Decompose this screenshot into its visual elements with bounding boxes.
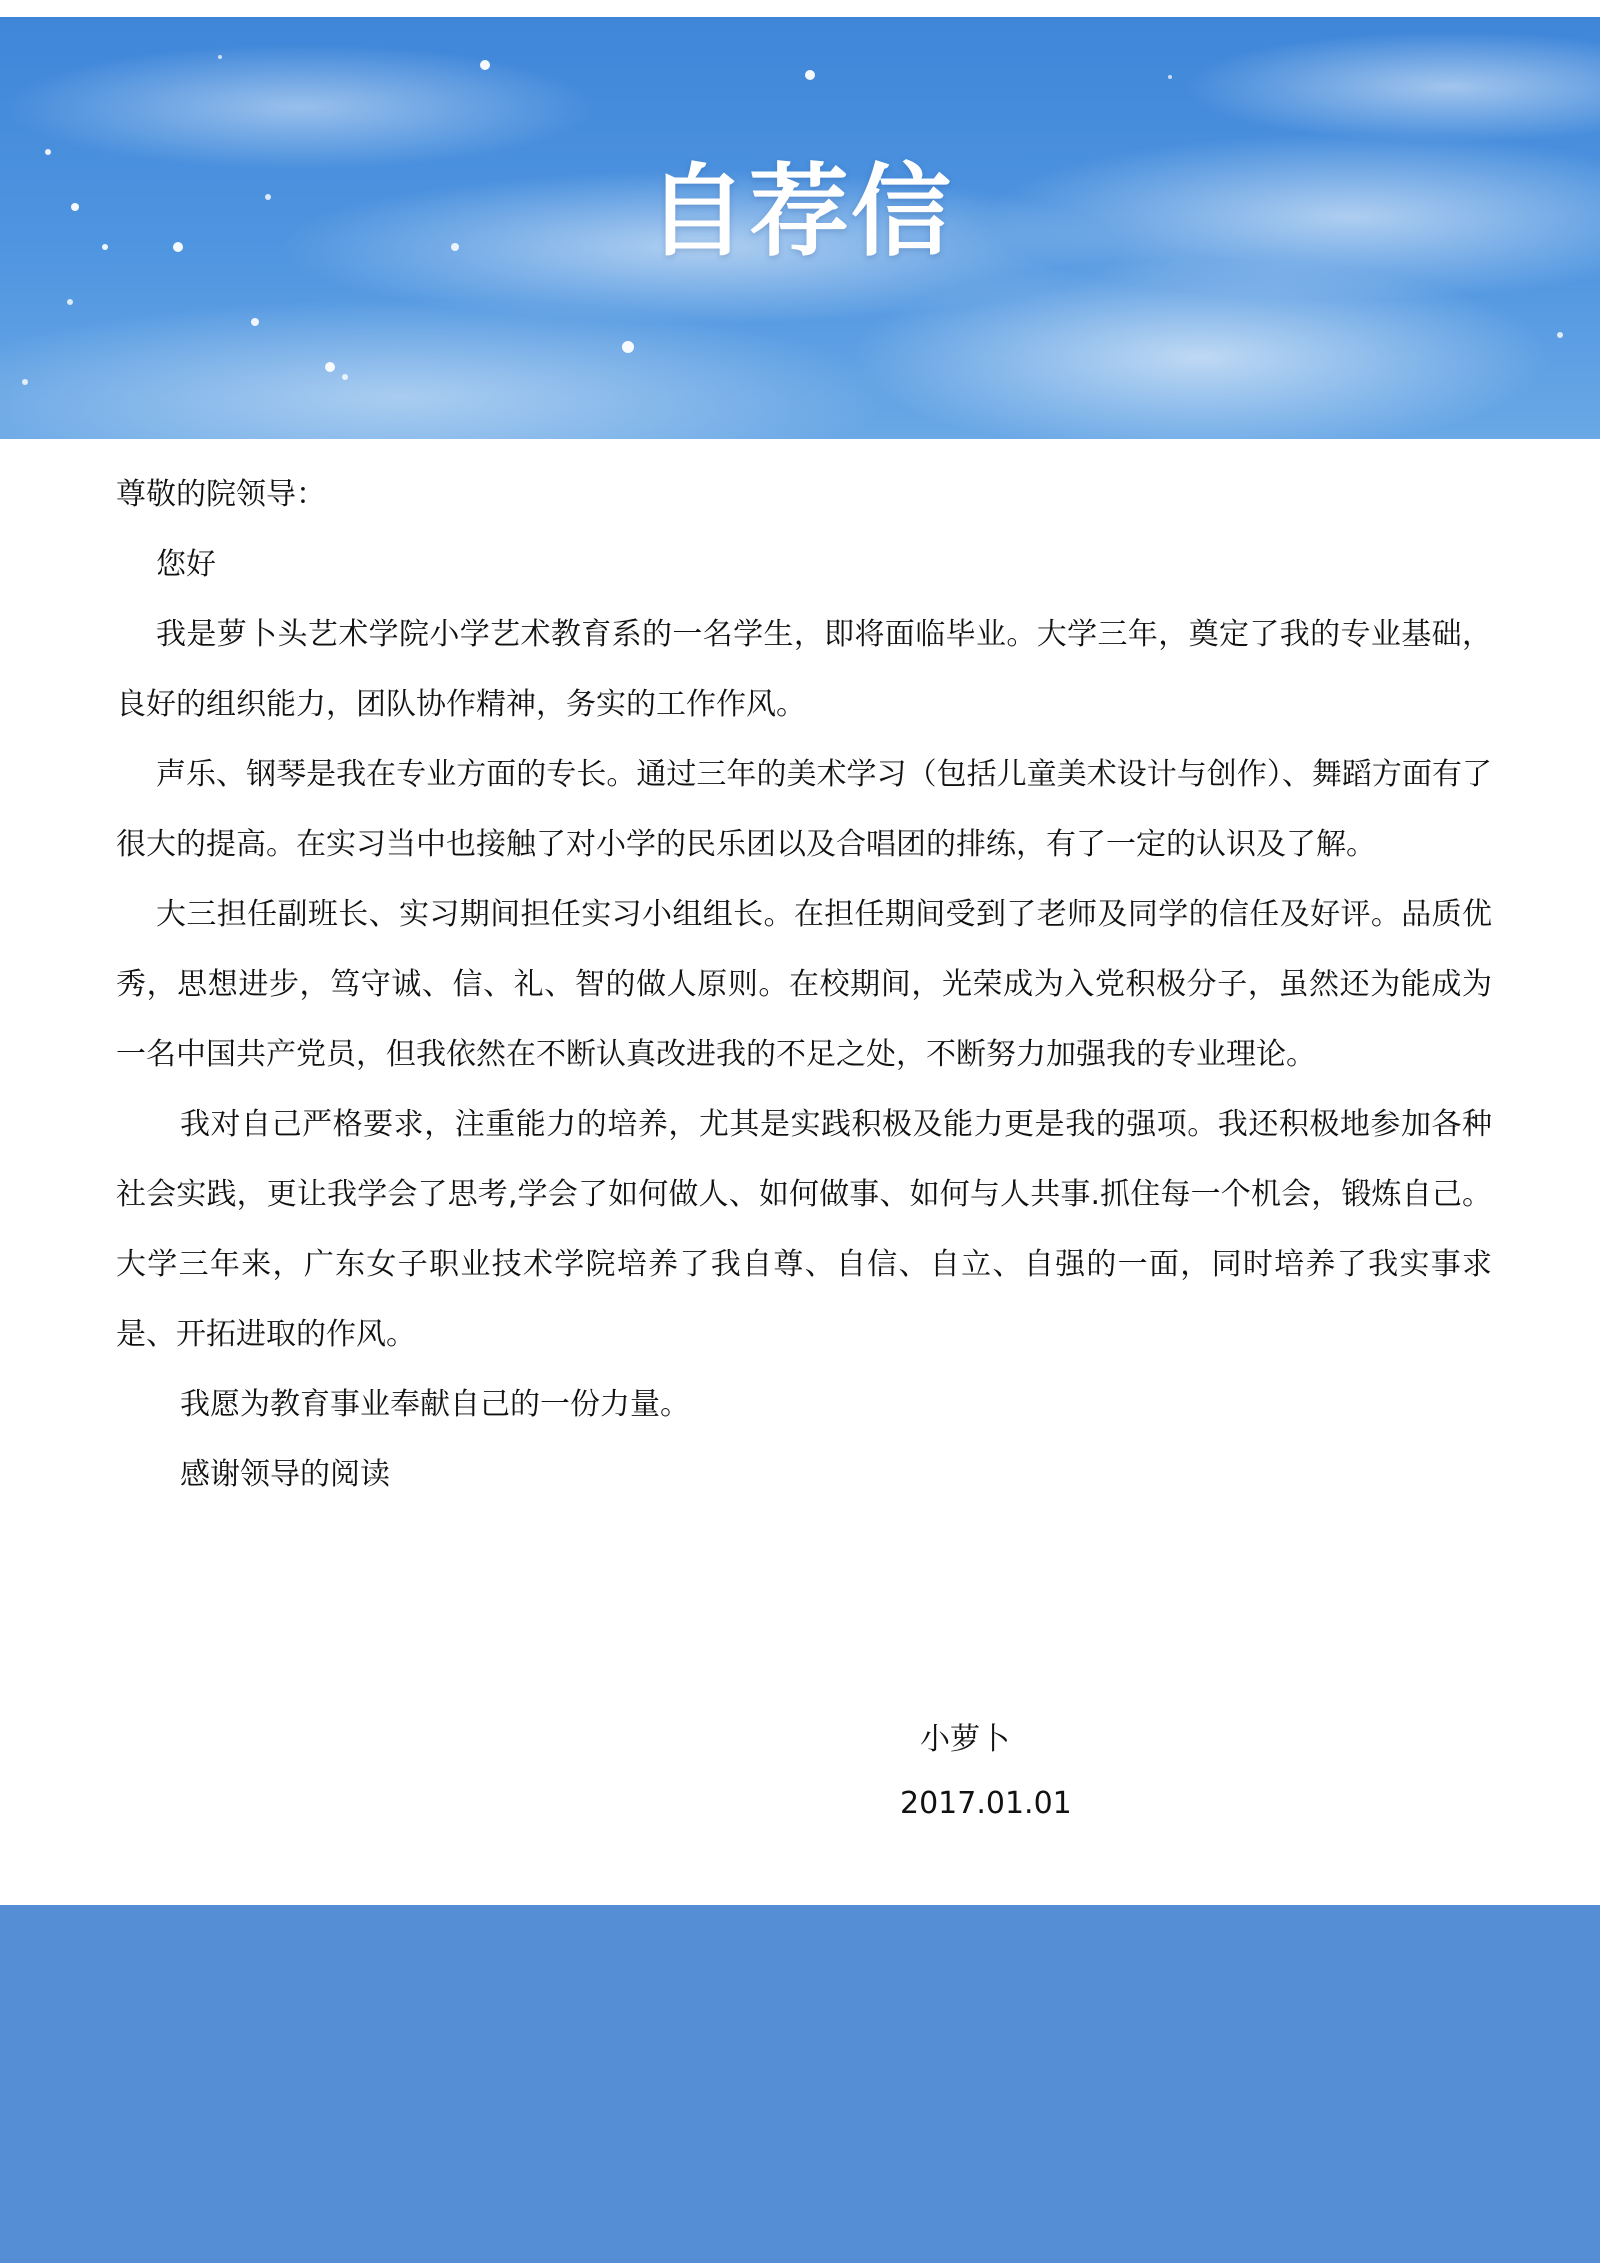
page-title: 自荐信 [647, 153, 953, 270]
letter-paragraph-skills: 声乐、钢琴是我在专业方面的专长。通过三年的美术学习（包括儿童美术设计与创作）、舞蹈方面有了很大的提高。在实习当中也接触了对小学的民乐团以及合唱团的排练，有了一定的认识及了解。 [116, 757, 1492, 862]
signature-date: 2017.01.01 [900, 1786, 1072, 1821]
letter-greeting: 您好 [156, 547, 216, 582]
letter-paragraph-wish: 我愿为教育事业奉献自己的一份力量。 [180, 1387, 690, 1422]
letter-signature [800, 1708, 1180, 1836]
letter-paragraph-intro: 我是萝卜头艺术学院小学艺术教育系的一名学生，即将面临毕业。大学三年，奠定了我的专业基础，良好的组织能力，团队协作精神，务实的工作作风。 [116, 617, 1492, 722]
letter-salutation: 尊敬的院领导： [116, 477, 326, 512]
sky-banner [0, 17, 1600, 439]
letter-paragraph-leadership: 大三担任副班长、实习期间担任实习小组组长。在担任期间受到了老师及同学的信任及好评。品质优秀，思想进步，笃守诚、信、礼、智的做人原则。在校期间，光荣成为入党积极分子，虽然还为能成为一名中国共产党员，但我依然在不断认真改进我的不足之处，不断努力加强我的专业理论。 [116, 897, 1492, 1072]
letter-paragraph-thanks: 感谢领导的阅读 [180, 1457, 390, 1492]
letter-paragraph-practice: 我对自己严格要求，注重能力的培养，尤其是实践积极及能力更是我的强项。我还积极地参加各种社会实践，更让我学会了思考,学会了如何做人、如何做事、如何与人共事.抓住每一个机会，锻炼自己。大学三年来，广东女子职业技术学院培养了我自尊、自信、自立、自强的一面，同时培养了我实事求是、开拓进取的作风。 [116, 1107, 1492, 1352]
footer-band [0, 1905, 1600, 2263]
signature-name: 小萝卜 [920, 1722, 1010, 1757]
letter-body [116, 460, 1492, 1510]
